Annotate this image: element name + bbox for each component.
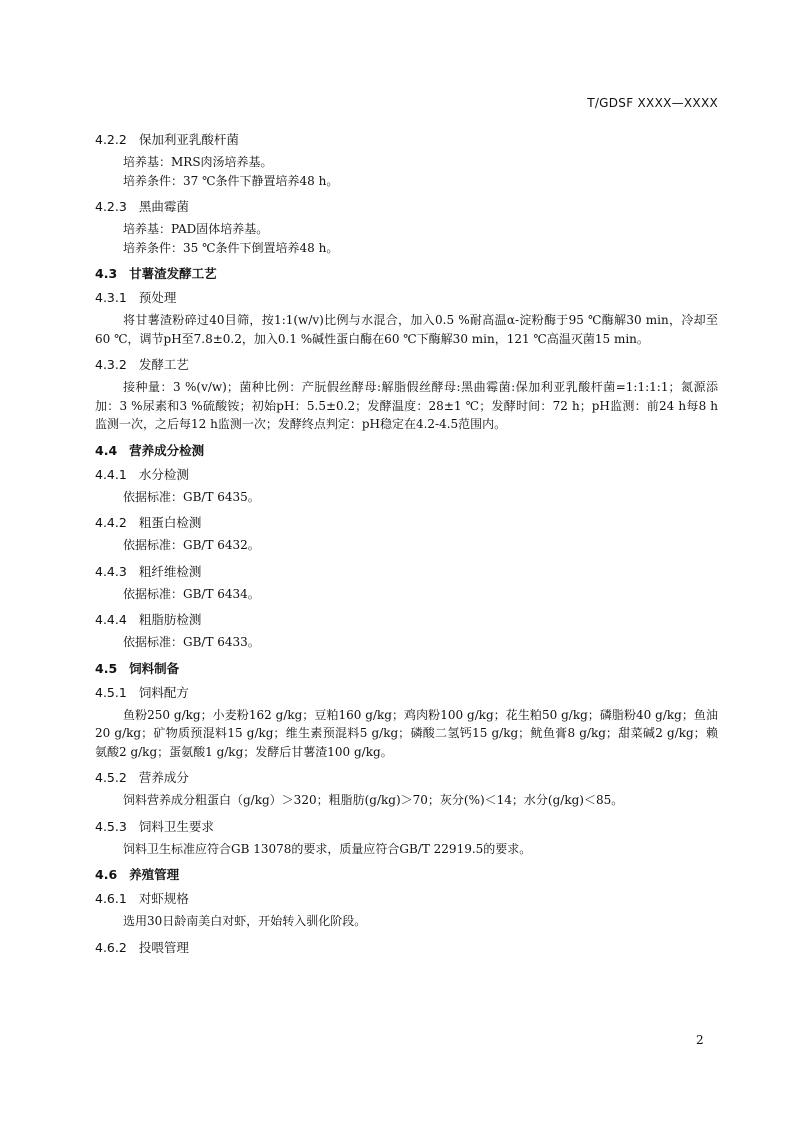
body-line: 依据标准：GB/T 6434。 xyxy=(123,586,260,601)
body-line: 培养条件：37 ℃条件下静置培养48 h。 xyxy=(123,173,339,188)
section-body xyxy=(95,536,718,555)
section-title: 饲料制备 xyxy=(129,660,180,676)
section-body xyxy=(95,585,718,604)
section-number: 4.5 xyxy=(95,660,118,676)
section-heading xyxy=(95,888,718,910)
section-number: 4.3.2 xyxy=(95,357,127,372)
section-title: 对虾规格 xyxy=(138,891,189,906)
section-heading xyxy=(95,464,718,486)
body-line: 依据标准：GB/T 6435。 xyxy=(123,489,260,504)
section-body xyxy=(95,220,718,257)
section-heading xyxy=(95,609,718,631)
body-paragraph: 将甘薯渣粉碎过40目筛，按1:1(w/v)比例与水混合，加入0.5 %耐高温α-淀粉酶于95 ℃酶解30 min，冷却至60 ℃，调节pH至7.8±0.2，加入0.1 %碱性蛋白酶在60 ℃下酶解30 min，121 ℃高温灭菌15 min。 xyxy=(95,313,718,346)
section-number: 4.6 xyxy=(95,867,118,882)
section-body xyxy=(95,488,718,507)
section-number: 4.2.2 xyxy=(95,132,127,147)
section-heading xyxy=(95,937,718,959)
body-line: 选用30日龄南美白对虾，开始转入驯化阶段。 xyxy=(123,914,367,928)
section-title: 养殖管理 xyxy=(129,867,180,882)
section-number: 4.2.3 xyxy=(95,199,127,214)
section-number: 4.4.2 xyxy=(95,515,127,530)
page-number: 2 xyxy=(696,1033,704,1047)
section-heading xyxy=(95,196,718,218)
section-body xyxy=(95,840,718,859)
section-number: 4.4.4 xyxy=(95,612,127,627)
section-title: 黑曲霉菌 xyxy=(138,199,189,214)
section-number: 4.6.1 xyxy=(95,891,127,906)
section-title: 发酵工艺 xyxy=(138,357,189,372)
section-heading xyxy=(95,816,718,838)
body-paragraph: 鱼粉250 g/kg；小麦粉162 g/kg；豆粕160 g/kg；鸡肉粉100 g/kg；花生粕50 g/kg；磷脂粉40 g/kg；鱼油20 g/kg；矿物质预混料15 g/kg；维生素预混料5 g/kg；磷酸二氢钙15 g/kg；鱿鱼膏8 g/kg；甜菜碱2 g/kg；赖氨酸2 g/kg；蛋氨酸1 g/kg；发酵后甘薯渣100 g/kg。 xyxy=(95,707,718,759)
section-heading xyxy=(95,129,718,151)
section-number: 4.5.3 xyxy=(95,818,127,834)
section-heading xyxy=(95,287,718,309)
standard-code: T/GDSF XXXX—XXXX xyxy=(587,96,718,110)
section-number: 4.4.3 xyxy=(95,563,127,579)
section-number: 4.5.1 xyxy=(95,684,127,700)
section-title: 保加利亚乳酸杆菌 xyxy=(138,132,239,147)
section-heading xyxy=(95,440,718,462)
section-title: 粗蛋白检测 xyxy=(138,515,202,530)
section-title: 营养成分 xyxy=(138,770,189,785)
section-body xyxy=(95,791,718,810)
section-title: 饲料卫生要求 xyxy=(138,818,214,834)
section-title: 粗脂肪检测 xyxy=(138,612,202,627)
section-heading xyxy=(95,767,718,789)
body-line: 培养条件：35 ℃条件下倒置培养48 h。 xyxy=(123,240,339,255)
section-heading xyxy=(95,864,718,886)
document-body xyxy=(95,129,718,961)
section-heading xyxy=(95,682,718,704)
section-title: 预处理 xyxy=(138,290,177,305)
section-title: 甘薯渣发酵工艺 xyxy=(129,266,217,281)
section-number: 4.5.2 xyxy=(95,770,127,785)
section-heading xyxy=(95,354,718,376)
body-paragraph: 接种量：3 %(v/w)；菌种比例：产朊假丝酵母:解脂假丝酵母:黑曲霉菌:保加利亚乳酸杆菌=1:1:1:1；氮源添加：3 %尿素和3 %硫酸铵；初始pH：5.5±0.2；发酵温度：28±1 ℃；发酵时间：72 h；pH监测：前24 h每8 h监测一次，之后每12 h监测一次；发酵终点判定：pH稳定在4.2-4.5范围内。 xyxy=(95,380,718,431)
section-heading xyxy=(95,658,718,680)
section-number: 4.6.2 xyxy=(95,939,127,955)
section-title: 粗纤维检测 xyxy=(138,563,202,579)
section-title: 水分检测 xyxy=(138,466,189,482)
section-body xyxy=(95,912,718,931)
section-title: 营养成分检测 xyxy=(129,442,205,458)
body-line: 饲料卫生标准应符合GB 13078的要求，质量应符合GB/T 22919.5的要求。 xyxy=(123,841,532,856)
body-line: 培养基：MRS肉汤培养基。 xyxy=(123,155,273,169)
section-number: 4.3.1 xyxy=(95,290,127,305)
section-title: 饲料配方 xyxy=(138,684,189,700)
section-number: 4.3 xyxy=(95,266,118,281)
body-line: 依据标准：GB/T 6433。 xyxy=(123,635,260,649)
section-heading xyxy=(95,561,718,583)
body-line: 依据标准：GB/T 6432。 xyxy=(123,538,260,552)
section-body xyxy=(95,153,718,190)
body-line: 饲料营养成分粗蛋白（g/kg）＞320；粗脂肪(g/kg)＞70；灰分(%)＜14；水分(g/kg)＜85。 xyxy=(123,793,624,807)
section-number: 4.4 xyxy=(95,442,118,458)
section-number: 4.4.1 xyxy=(95,466,127,482)
section-heading xyxy=(95,263,718,285)
body-line: 培养基：PAD固体培养基。 xyxy=(123,222,269,236)
section-title: 投喂管理 xyxy=(138,939,189,955)
section-heading xyxy=(95,512,718,534)
section-body xyxy=(95,633,718,652)
